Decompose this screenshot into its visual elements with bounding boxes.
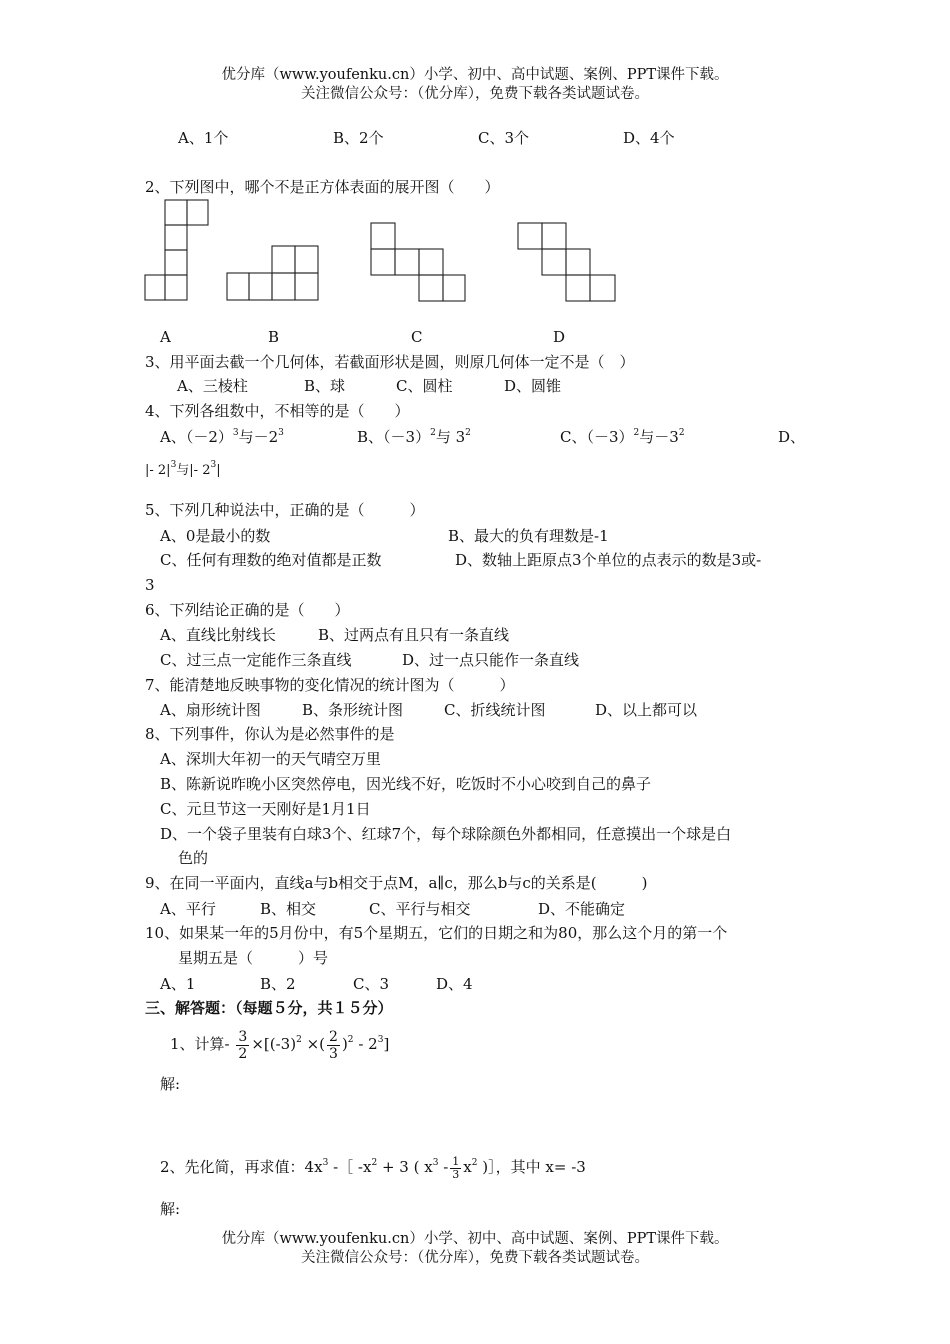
q4-option-b: B、$(-3)^2$与 $3^2$	[357, 428, 471, 446]
q3-option-d: D、圆锥	[504, 377, 562, 395]
problem2-answer-label: 解:	[160, 1200, 181, 1218]
q1-option-c: C、3个	[478, 129, 530, 147]
q7-option-c: C、折线统计图	[444, 701, 546, 719]
q8-option-b: B、陈新说昨晚小区突然停电，因光线不好，吃饭时不小心咬到自己的鼻子	[160, 775, 652, 793]
q8-option-d: D、一个袋子里装有白球3个、红球7个，每个球除颜色外都相同，任意摸出一个球是白	[160, 825, 732, 843]
problem2-expression: 2、先化简，再求值：$4x^3$ -［ $-x^2 + 3$ ( $x^3$ - $\frac{1}{3}$ $x^2$ )］，其中 x= -3	[160, 1154, 586, 1181]
q4-stem: 4、下列各组数中，不相等的是（ ）	[145, 402, 410, 420]
q2-label-a: A	[160, 328, 171, 346]
q10-option-d: D、4	[436, 975, 473, 993]
fraction-3-over-2: $\frac{3}{2}$	[238, 1028, 248, 1062]
q4-option-c: C、$(-3)^2$与$-3^2$	[560, 428, 685, 446]
q8-option-c: C、元旦节这一天刚好是1月1日	[160, 800, 371, 818]
q1-option-b: B、2个	[333, 129, 384, 147]
q4-option-d-expr: |- $2|^3$与|- $2^3|$	[145, 460, 221, 478]
q8-option-a: A、深圳大年初一的天气晴空万里	[160, 750, 381, 768]
q10-stem: 10、如果某一年的5月份中，有5个星期五，它们的日期之和为80，那么这个月的第一个	[145, 924, 728, 942]
footer-line-1: 优分库（www.youfenku.cn）小学、初中、高中试题、案例、PPT课件下载。	[221, 1231, 729, 1247]
q4-option-d-label: D、	[778, 428, 806, 446]
problem1-answer-label: 解:	[160, 1075, 181, 1093]
q10-option-c: C、3	[353, 975, 390, 993]
header-line-1: 优分库（www.youfenku.cn）小学、初中、高中试题、案例、PPT课件下载。	[221, 67, 729, 83]
q9-stem: 9、在同一平面内，直线a与b相交于点M，a∥c，那么b与c的关系是( )	[145, 874, 648, 892]
q9-option-c: C、平行与相交	[369, 900, 471, 918]
q3-option-a: A、三棱柱	[177, 377, 248, 395]
q1-option-a: A、1个	[178, 129, 229, 147]
q10-option-b: B、2	[260, 975, 296, 993]
net-d	[518, 223, 615, 301]
q6-option-a: A、直线比射线长	[160, 626, 276, 644]
q5-option-d: D、数轴上距原点3个单位的点表示的数是3或-	[455, 551, 762, 569]
cube-nets-figure	[140, 195, 630, 307]
footer-line-2: 关注微信公众号：（优分库），免费下载各类试题试卷。	[301, 1250, 649, 1266]
q3-option-c: C、圆柱	[396, 377, 453, 395]
q7-stem: 7、能清楚地反映事物的变化情况的统计图为（ ）	[145, 676, 515, 694]
q6-option-b: B、过两点有且只有一条直线	[318, 626, 510, 644]
q7-option-b: B、条形统计图	[302, 701, 404, 719]
q8-option-d-cont: 色的	[178, 849, 209, 867]
q2-label-b: B	[268, 328, 280, 346]
q8-stem: 8、下列事件，你认为是必然事件的是	[145, 725, 395, 743]
net-b	[227, 246, 318, 300]
q5-option-a: A、0是最小的数	[160, 527, 271, 545]
q10-stem-cont: 星期五是（ ）号	[178, 949, 329, 967]
q7-option-d: D、以上都可以	[595, 701, 698, 719]
section3-title: 三、解答题：（每题５分，共１５分）	[145, 999, 393, 1017]
problem1-expression: 1、计算- $\frac{3}{2}$ $\times[(-3)^2$ ×( $\frac{2}{3}$ )$^2 - 2^3$]	[170, 1028, 390, 1062]
q5-option-d-cont: 3	[145, 576, 155, 594]
q9-option-d: D、不能确定	[538, 900, 626, 918]
header-line-2: 关注微信公众号：（优分库），免费下载各类试题试卷。	[301, 86, 649, 102]
q3-stem: 3、用平面去截一个几何体，若截面形状是圆，则原几何体一定不是（ ）	[145, 353, 635, 371]
net-a	[145, 200, 208, 300]
q2-label-c: C	[411, 328, 423, 346]
q7-option-a: A、扇形统计图	[160, 701, 261, 719]
q6-option-d: D、过一点只能作一条直线	[402, 651, 580, 669]
q1-option-d: D、4个	[623, 129, 675, 147]
q5-stem: 5、下列几种说法中，正确的是（ ）	[145, 501, 425, 519]
q5-option-c: C、任何有理数的绝对值都是正数	[160, 551, 382, 569]
q6-option-c: C、过三点一定能作三条直线	[160, 651, 352, 669]
q9-option-a: A、平行	[160, 900, 216, 918]
net-c	[371, 223, 465, 301]
q5-option-b: B、最大的负有理数是-1	[448, 527, 609, 545]
fraction-2-over-3: $\frac{2}{3}$	[329, 1028, 338, 1062]
q6-stem: 6、下列结论正确的是（ ）	[145, 601, 350, 619]
q4-option-a: A、$(-2)^3$与$-2^3$	[160, 428, 284, 446]
q10-option-a: A、1	[160, 975, 196, 993]
q2-stem: 2、下列图中，哪个不是正方体表面的展开图（ ）	[145, 178, 500, 196]
q9-option-b: B、相交	[260, 900, 317, 918]
q2-label-d: D	[553, 328, 566, 346]
fraction-1-over-3: $\frac{1}{3}$	[452, 1154, 460, 1181]
q3-option-b: B、球	[304, 377, 346, 395]
